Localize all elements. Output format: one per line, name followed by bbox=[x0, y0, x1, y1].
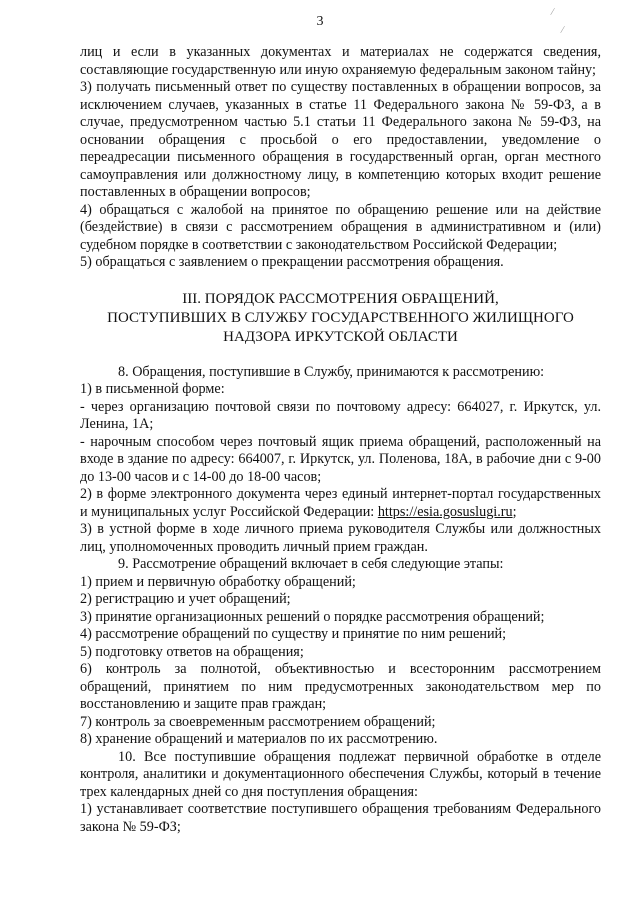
list-item: 8) хранение обращений и материалов по их рассмотрению. bbox=[80, 731, 438, 747]
section-heading bbox=[80, 290, 601, 347]
paragraph: 5) обращаться с заявлением о прекращении рассмотрения обращения. bbox=[80, 254, 504, 270]
item-9-lead: 9. Рассмотрение обращений включает в себя следующие этапы: bbox=[118, 556, 504, 572]
section-heading-line: III. ПОРЯДОК РАССМОТРЕНИЯ ОБРАЩЕНИЙ, bbox=[182, 290, 499, 307]
list-item: - нарочным способом через почтовый ящик приема обращений, расположенный на входе в здание по адресу: 664007, г. Иркутск, ул. Поленова, 18А, в рабочие дни с 9-00 до 13-00 часов и с 14-00 до 18-00 часов; bbox=[80, 433, 601, 485]
list-item-text: 2) в форме электронного документа через единый интернет-портал государственных и муниципальных услуг Российской Федерации: bbox=[80, 486, 601, 520]
list-item-end: ; bbox=[512, 503, 517, 520]
paragraph: 3) получать письменный ответ по существу поставленных в обращении вопросов, за исключением случаев, указанных в статье 11 Федерального закона № 59-ФЗ, а в случае, предусмотренном частью 5.1 статьи 11 Федерального закона № 59-ФЗ, на основании обращения с просьбой о его предоставлении, уведомление о переадресации письменного обращения в государственный орган, орган местного самоуправления или должностному лицу, в компетенцию которых входит решение поставленных в обращении вопросов; bbox=[80, 79, 601, 200]
document-body bbox=[80, 44, 601, 836]
list-item: 1) устанавливает соответствие поступившего обращения требованиям Федерального закона № 59-ФЗ; bbox=[80, 801, 601, 835]
list-item: 1) прием и первичную обработку обращений; bbox=[80, 573, 356, 590]
paragraph: 4) обращаться с жалобой на принятое по обращению решение или на действие (бездействие) в связи с рассмотрением обращения в административном и (или) судебном порядке в соответствии с законодательством Российской Федерации; bbox=[80, 201, 601, 253]
item-10-lead: 10. Все поступившие обращения подлежат первичной обработке в отделе контроля, аналитики и документационного обеспечения Службы, который в течение трех календарных дней со дня поступления обращения: bbox=[80, 748, 601, 800]
page-number: 3 bbox=[316, 14, 324, 29]
list-item: 1) в письменной форме: bbox=[80, 381, 225, 397]
list-item: 4) рассмотрение обращений по существу и принятие по ним решений; bbox=[80, 626, 507, 642]
section-heading-line: НАДЗОРА ИРКУТСКОЙ ОБЛАСТИ bbox=[223, 328, 458, 345]
list-item bbox=[80, 486, 601, 521]
scan-mark: / bbox=[559, 23, 566, 37]
section-heading-line: ПОСТУПИВШИХ В СЛУЖБУ ГОСУДАРСТВЕННОГО ЖИЛИЩНОГО bbox=[107, 309, 574, 326]
list-item: 3) в устной форме в ходе личного приема руководителя Службы или должностных лиц, уполномоченных проводить личный прием граждан. bbox=[80, 521, 601, 555]
paragraph: лиц и если в указанных документах и материалах не содержатся сведения, составляющие государственную или иную охраняемую федеральным законом тайну; bbox=[80, 44, 601, 78]
list-item: 2) регистрацию и учет обращений; bbox=[80, 591, 291, 607]
list-item: - через организацию почтовой связи по почтовому адресу: 664027, г. Иркутск, ул. Ленина, 1А; bbox=[80, 398, 601, 432]
list-item: 3) принятие организационных решений о порядке рассмотрения обращений; bbox=[80, 608, 545, 625]
item-8-lead: 8. Обращения, поступившие в Службу, принимаются к рассмотрению: bbox=[118, 363, 545, 380]
list-item: 6) контроль за полнотой, объективностью и всесторонним рассмотрением обращений, принятием по ним предусмотренных законодательством мер по восстановлению и защите прав граждан; bbox=[80, 661, 601, 712]
scan-mark: / bbox=[549, 5, 556, 19]
list-item: 5) подготовку ответов на обращения; bbox=[80, 643, 304, 660]
gosuslugi-link[interactable]: https://esia.gosuslugi.ru bbox=[377, 503, 513, 520]
list-item: 7) контроль за своевременным рассмотрением обращений; bbox=[80, 713, 436, 730]
